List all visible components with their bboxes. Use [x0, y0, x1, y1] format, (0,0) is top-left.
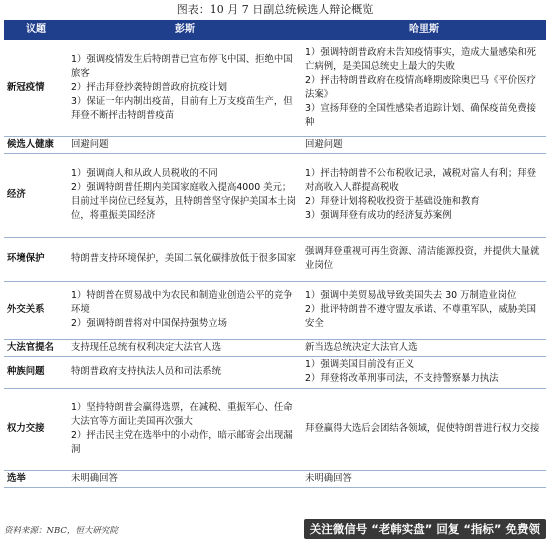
row-topic: 经济	[4, 153, 68, 237]
harris-text: 回避问题	[305, 138, 343, 150]
pence-cell	[68, 237, 302, 281]
table-row	[4, 281, 546, 339]
harris-cell	[302, 40, 546, 136]
pence-text: 1）特朗普在贸易战中为农民和制造业创造公平的竞争环境 2）强调特朗普将对中国保持强势立场	[71, 290, 293, 329]
watermark-banner: 关注微信号 “老韩实盘” 回复 “指标” 免费领	[304, 519, 546, 539]
pence-cell	[68, 40, 302, 136]
pence-text: 回避问题	[71, 138, 109, 150]
row-topic: 选举	[4, 470, 68, 487]
pence-cell	[68, 470, 302, 487]
row-topic: 新冠疫情	[4, 40, 68, 136]
pence-cell	[68, 136, 302, 153]
harris-text: 未明确回答	[305, 472, 352, 484]
pence-cell	[68, 388, 302, 470]
table-row	[4, 237, 546, 281]
harris-text: 强调拜登重视可再生资源、清洁能源投资，并提供大量就业岗位	[305, 246, 540, 271]
header-harris: 哈里斯	[302, 20, 546, 40]
header-row	[4, 20, 546, 40]
table-row	[4, 388, 546, 470]
harris-text: 1）强调特朗普政府未告知疫情事实，造成大量感染和死亡病例，是美国总统史上最大的失败 2）抨击特朗普政府在疫情高峰期废除奥巴马《平价医疗法案》 3）宣扬拜登的全国性感染者追踪计划、确保疫苗免费接种	[305, 46, 536, 128]
pence-text: 特朗普政府支持执法人员和司法系统	[71, 366, 222, 377]
row-topic: 外交关系	[4, 281, 68, 339]
header-topic: 议题	[4, 20, 68, 40]
harris-cell	[302, 136, 546, 153]
table-row	[4, 470, 546, 487]
pence-text: 1）强调商人和从政人员税收的不同 2）强调特朗普任期内美国家庭收入提高4000 美元；目前过半岗位已经复苏，且特朗普坚守保护美国本土岗位，将重振美国经济	[71, 168, 297, 221]
table-row	[4, 339, 546, 356]
pence-text: 特朗普支持环境保护，美国二氧化碳排放低于很多国家	[71, 253, 297, 264]
row-topic: 权力交接	[4, 388, 68, 470]
harris-cell	[302, 339, 546, 356]
harris-text: 1）强调中美贸易战导致美国失去 30 万制造业岗位 2）批评特朗普不遵守盟友承诺、不尊重军队，威胁美国安全	[305, 290, 536, 329]
harris-cell	[302, 470, 546, 487]
table-row	[4, 356, 546, 388]
pence-text: 支持现任总统有权利决定大法官人选	[71, 341, 222, 353]
row-topic: 环境保护	[4, 237, 68, 281]
pence-text: 1）强调疫情发生后特朗普已宣布停飞中国、拒绝中国旅客 2）抨击拜登抄袭特朗普政府抗疫计划 3）保证一年内制出疫苗，目前有上万支疫苗生产，但拜登不断抨击特朗普疫苗	[71, 53, 293, 121]
row-topic: 种族问题	[4, 356, 68, 388]
harris-cell	[302, 281, 546, 339]
harris-cell	[302, 153, 546, 237]
pence-text: 1）坚持特朗普会赢得选票，在减税、重振军心、任命大法官等方面让美国再次强大 2）抨击民主党在选举中的小动作，暗示邮寄会出现漏洞	[71, 402, 293, 455]
table-title: 图表：10 月 7 日副总统候选人辩论概览	[176, 3, 374, 16]
source-note: 资料来源：NBC，恒大研究院	[4, 526, 118, 536]
harris-text: 拜登赢得大选后会团结各领域，促使特朗普进行权力交接	[305, 423, 540, 434]
harris-cell	[302, 237, 546, 281]
row-topic: 大法官提名	[4, 339, 68, 356]
table-row	[4, 40, 546, 136]
table-row	[4, 136, 546, 153]
pence-cell	[68, 153, 302, 237]
debate-table	[4, 20, 546, 488]
harris-text: 新当选总统决定大法官人选	[305, 341, 418, 353]
pence-cell	[68, 356, 302, 388]
header-pence: 彭斯	[68, 20, 302, 40]
pence-cell	[68, 339, 302, 356]
pence-cell	[68, 281, 302, 339]
pence-text: 未明确回答	[71, 472, 118, 484]
harris-text: 1）抨击特朗普不公布税收记录，减税对富人有利；拜登对高收入人群提高税收 2）拜登计划将税收投资于基础设施和教育 3）强调拜登有成功的经济复苏案例	[305, 168, 536, 221]
harris-cell	[302, 388, 546, 470]
table-row	[4, 153, 546, 237]
row-topic: 候选人健康	[4, 136, 68, 153]
harris-text: 1）强调美国目前没有正义 2）拜登将改革刑事司法，不支持警察暴力执法	[305, 359, 499, 384]
harris-cell	[302, 356, 546, 388]
